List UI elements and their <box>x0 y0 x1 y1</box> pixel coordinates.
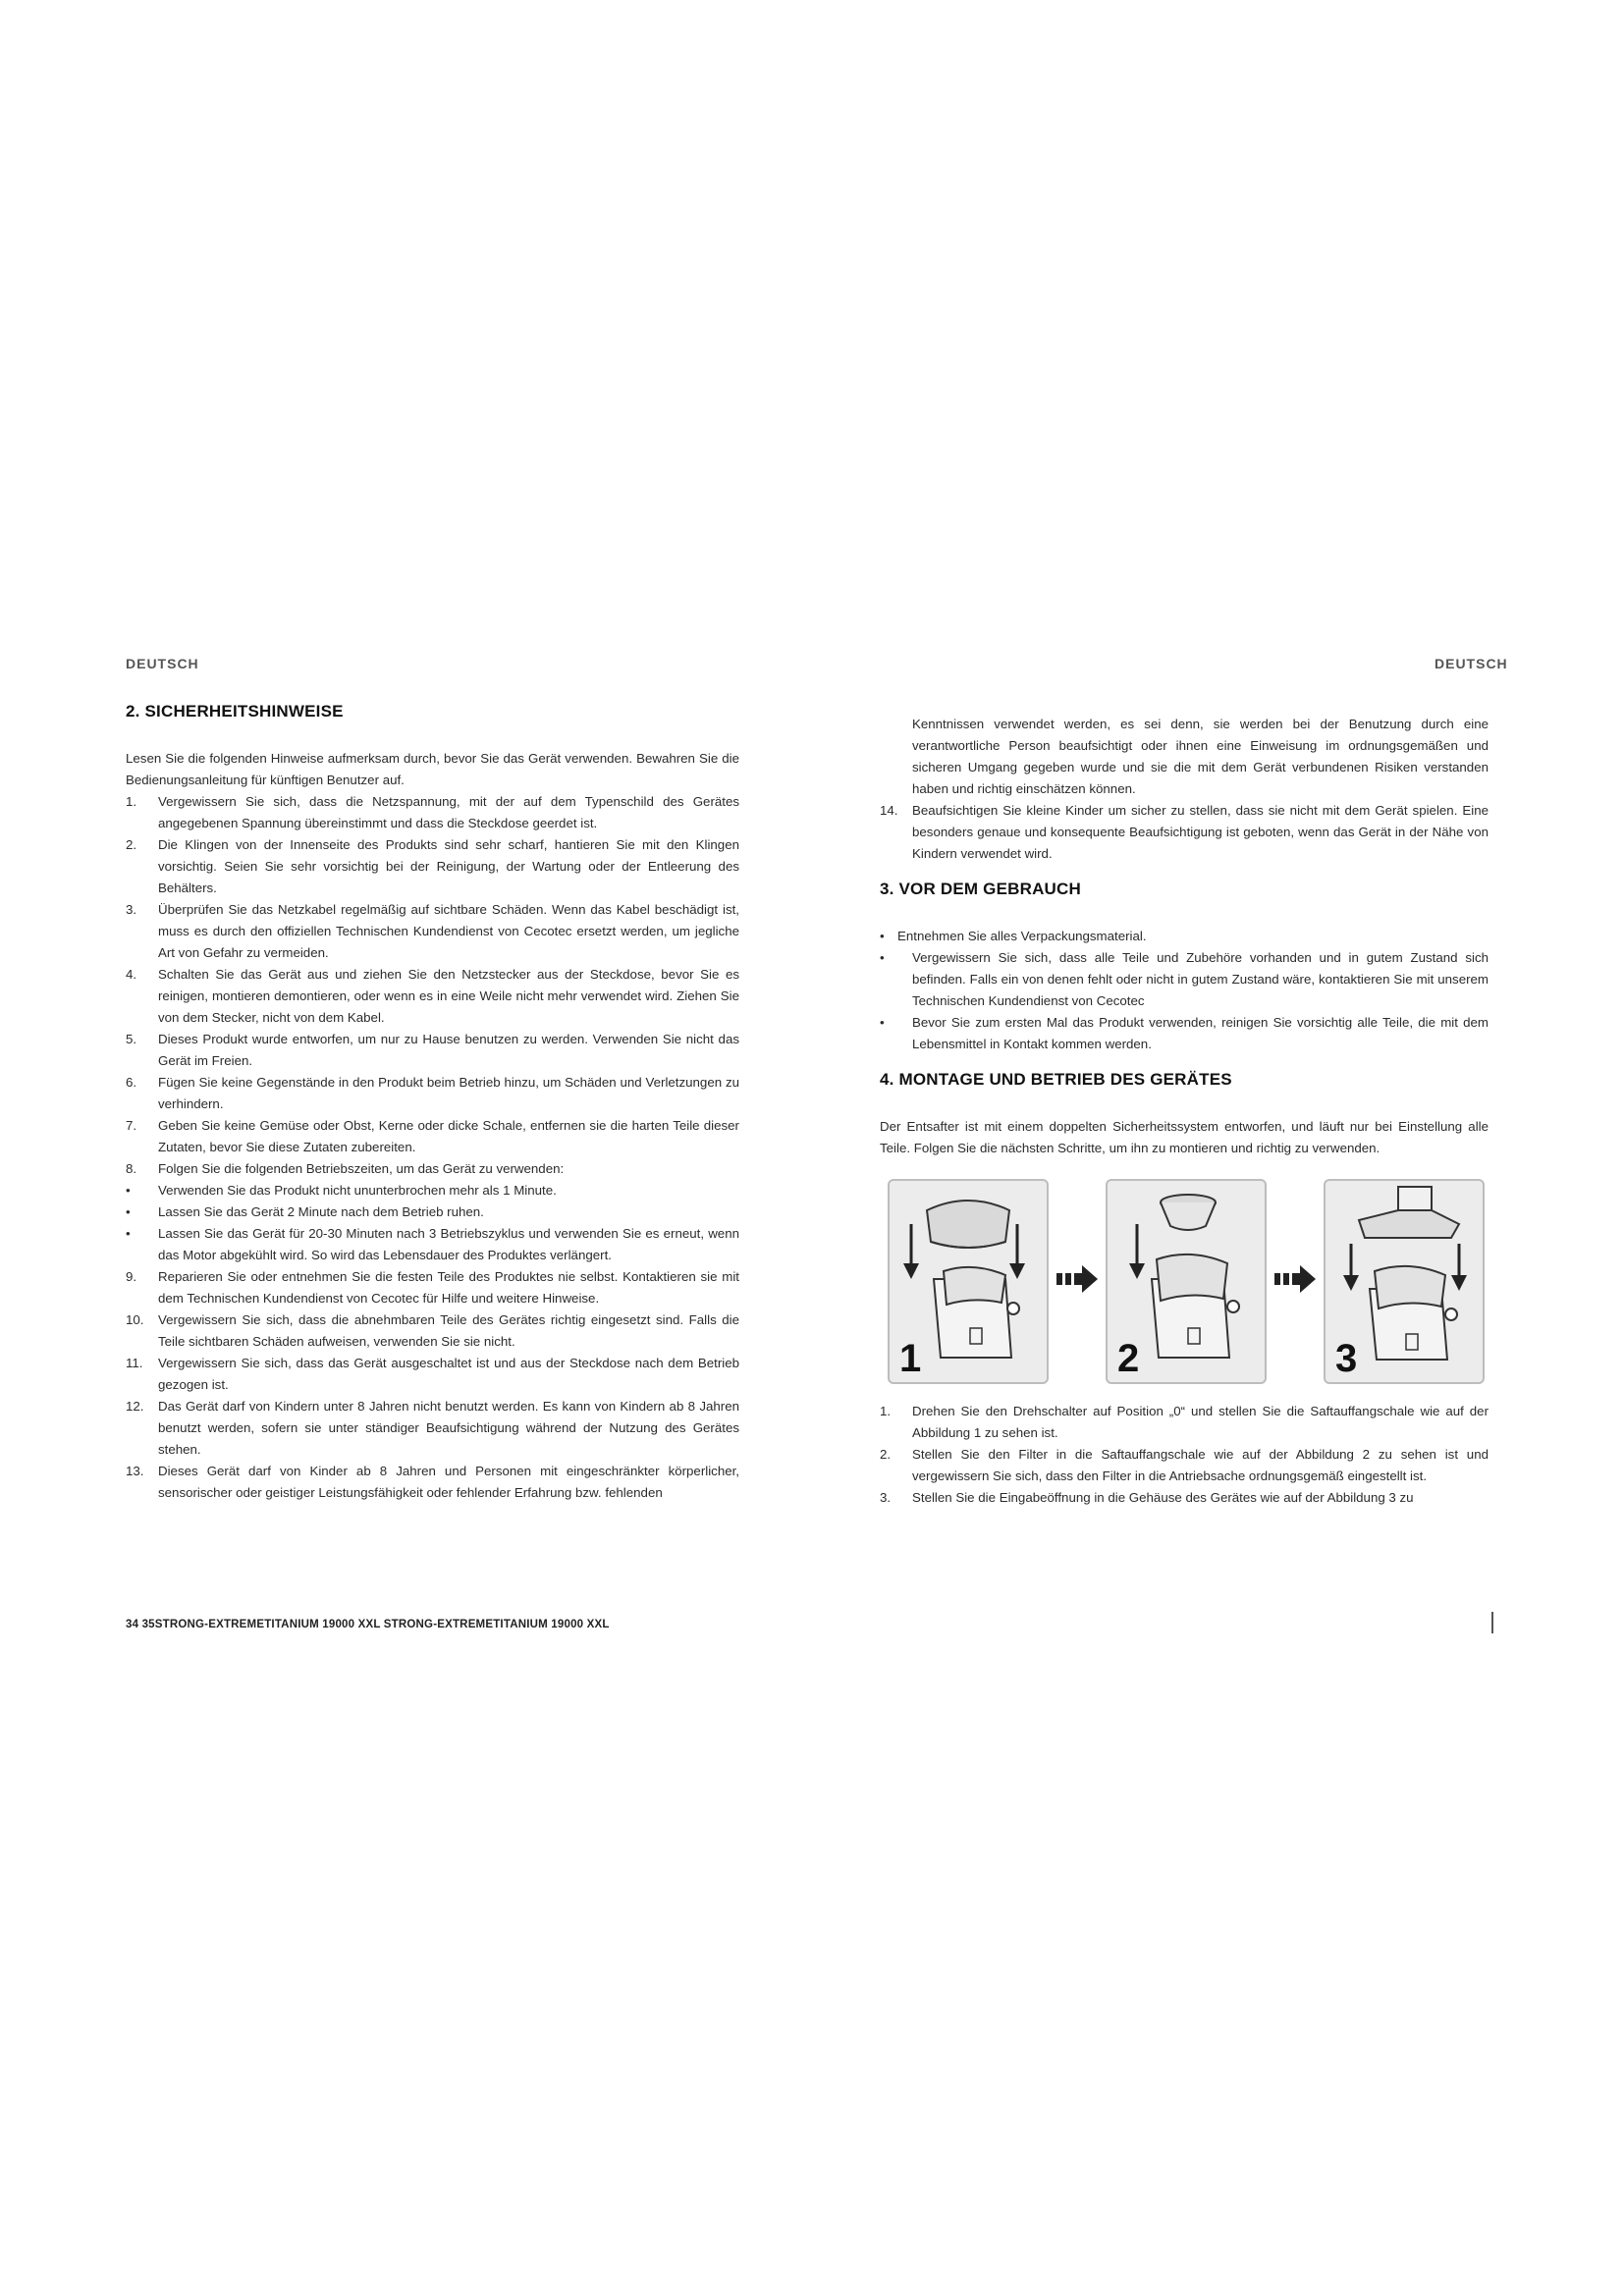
list-text: Fügen Sie keine Gegenstände in den Produkt beim Betrieb hinzu, um Schäden und Verletzungen zu verhindern. <box>158 1075 739 1111</box>
figure-panel-2 <box>1106 1179 1267 1384</box>
bullet-marker: • <box>126 1183 131 1198</box>
list-item <box>880 1401 1489 1444</box>
safety-intro: Lesen Sie die folgenden Hinweise aufmerksam durch, bevor Sie das Gerät verwenden. Bewahren Sie die Bedienungsanleitung für künftigen Benutzer auf. <box>126 751 739 787</box>
figure-panel-3 <box>1324 1179 1485 1384</box>
list-item <box>126 1353 739 1396</box>
section-title-assembly: 4. MONTAGE UND BETRIEB DES GERÄTES <box>880 1070 1232 1089</box>
list-item <box>880 926 1489 947</box>
section-title-safety: 2. SICHERHEITSHINWEISE <box>126 702 344 721</box>
list-text: Verwenden Sie das Produkt nicht ununterbrochen mehr als 1 Minute. <box>158 1183 557 1198</box>
list-item <box>126 964 739 1029</box>
list-item <box>126 1461 739 1504</box>
list-text: Vergewissern Sie sich, dass die abnehmbaren Teile des Gerätes richtig eingesetzt sind. Falls die Teile sichtbaren Schäden aufweisen, verwenden Sie sie nicht. <box>158 1312 739 1349</box>
figure-label: 2 <box>1117 1337 1140 1380</box>
list-text: Folgen Sie die folgenden Betriebszeiten, um das Gerät zu verwenden: <box>158 1161 565 1176</box>
list-item <box>126 834 739 899</box>
list-text: Reparieren Sie oder entnehmen Sie die festen Teile des Produktes nie selbst. Kontaktieren sie mit dem Technischen Kundendienst von Cecotec für Hilfe und weitere Hinweise. <box>158 1269 739 1306</box>
footer-divider <box>1491 1612 1493 1633</box>
list-item <box>126 1072 739 1115</box>
list-item <box>880 1487 1489 1509</box>
list-text: Vergewissern Sie sich, dass alle Teile und Zubehöre vorhanden und in gutem Zustand sich befinden. Falls ein von denen fehlt oder nicht in gutem Zustand wäre, kontaktieren Sie mit unserem Technischen Kundendienst von Cecotec <box>912 950 1489 1008</box>
bullet-marker: • <box>880 950 885 965</box>
list-marker: 3. <box>126 902 137 917</box>
arrow-right-icon <box>1056 1259 1098 1299</box>
figure-label: 1 <box>899 1337 922 1380</box>
arrow-right-icon <box>1274 1259 1316 1299</box>
figure-label: 3 <box>1335 1337 1358 1380</box>
list-text: Lassen Sie das Gerät für 20-30 Minuten nach 3 Betriebszyklus und verwenden Sie es erneut, wenn das Motor abgekühlt wird. So wird das Lebensdauer des Produktes verlängert. <box>158 1226 739 1262</box>
list-text: Schalten Sie das Gerät aus und ziehen Sie den Netzstecker aus der Steckdose, bevor Sie es reinigen, montieren demontieren, oder wenn es in eine Weile nicht mehr verwendet wird. Ziehen Sie von dem Stecker, nicht von dem Kabel. <box>158 967 739 1025</box>
list-text: Überprüfen Sie das Netzkabel regelmäßig auf sichtbare Schäden. Wenn das Kabel beschädigt ist, muss es durch den offiziellen Technischen Kundendienst von Cecotec ersetzt werden, um jegliche Art von Gefahr zu vermeiden. <box>158 902 739 960</box>
list-item <box>126 1158 739 1180</box>
assembly-intro: Der Entsafter ist mit einem doppelten Sicherheitssystem entworfen, und läuft nur bei Einstellung alle Teile. Folgen Sie die nächsten Schritte, um ihn zu montieren und richtig zu verwenden. <box>880 1119 1489 1155</box>
list-text: Vergewissern Sie sich, dass das Gerät ausgeschaltet ist und aus der Steckdose nach dem Betrieb gezogen ist. <box>158 1356 739 1392</box>
list-item <box>126 1201 739 1223</box>
list-item <box>126 1223 739 1266</box>
header-language-right: DEUTSCH <box>1435 656 1508 671</box>
list-marker: 12. <box>126 1399 144 1414</box>
list-item <box>126 1115 739 1158</box>
bullet-marker: • <box>880 1015 885 1030</box>
list-item <box>880 1012 1489 1055</box>
right-column <box>880 714 1489 1509</box>
page-footer: 34 35STRONG-EXTREMETITANIUM 19000 XXL STRONG-EXTREMETITANIUM 19000 XXL <box>126 1619 610 1630</box>
list-marker: 6. <box>126 1075 137 1090</box>
list-marker: 5. <box>126 1032 137 1046</box>
list-item <box>126 1180 739 1201</box>
list-marker: 10. <box>126 1312 144 1327</box>
list-marker: 14. <box>880 803 898 818</box>
list-text: Stellen Sie die Eingabeöffnung in die Gehäuse des Gerätes wie auf der Abbildung 3 zu <box>912 1490 1414 1505</box>
continuation-text: Kenntnissen verwendet werden, es sei denn, sie werden bei der Benutzung durch eine verantwortliche Person beaufsichtigt oder ihnen eine Einweisung im ordnungsgemäßen und sicheren Umgang gegeben wurde und sie die mit dem Gerät verbundenen Risiken verstanden haben und richtig einschätzen können. <box>912 717 1489 796</box>
list-marker: 2. <box>880 1447 892 1462</box>
list-item <box>126 899 739 964</box>
list-item <box>126 1029 739 1072</box>
list-text: Beaufsichtigen Sie kleine Kinder um sicher zu stellen, dass sie nicht mit dem Gerät spielen. Eine besonders genaue und konsequente Beaufsichtigung ist geboten, wenn das Gerät in der Nähe von Kindern verwendet wird. <box>912 803 1489 861</box>
list-item <box>880 800 1489 865</box>
bullet-marker: • <box>880 929 885 943</box>
list-item <box>126 1396 739 1461</box>
list-text: Dieses Produkt wurde entworfen, um nur zu Hause benutzen zu werden. Verwenden Sie nicht das Gerät im Freien. <box>158 1032 739 1068</box>
list-marker: 3. <box>880 1490 892 1505</box>
list-item <box>880 1444 1489 1487</box>
header-language-left: DEUTSCH <box>126 656 199 671</box>
assembly-figure <box>888 1179 1487 1383</box>
list-marker: 11. <box>126 1356 143 1370</box>
list-text: Dieses Gerät darf von Kinder ab 8 Jahren und Personen mit eingeschränkter körperlicher, sensorischer oder geistiger Leistungsfähigkeit oder fehlender Erfahrung bzw. fehlenden <box>158 1464 739 1500</box>
list-text: Drehen Sie den Drehschalter auf Position „0“ und stellen Sie die Saftauffangschale wie auf der Abbildung 1 zu sehen ist. <box>912 1404 1489 1440</box>
list-marker: 2. <box>126 837 137 852</box>
list-item <box>880 947 1489 1012</box>
bullet-marker: • <box>126 1226 131 1241</box>
list-text: Stellen Sie den Filter in die Saftauffangschale wie auf der Abbildung 2 zu sehen ist und vergewissern Sie sich, dass den Filter in die Antriebsache ordnungsgemäß eingestellt ist. <box>912 1447 1489 1483</box>
list-text: Vergewissern Sie sich, dass die Netzspannung, mit der auf dem Typenschild des Gerätes angegebenen Spannung übereinstimmt und dass die Steckdose geerdet ist. <box>158 794 739 830</box>
figure-panel-1 <box>888 1179 1049 1384</box>
list-text: Lassen Sie das Gerät 2 Minute nach dem Betrieb ruhen. <box>158 1204 484 1219</box>
list-text: Das Gerät darf von Kindern unter 8 Jahren nicht benutzt werden. Es kann von Kindern ab 8 Jahren benutzt werden, sofern sie unter ständiger Beaufsichtigung während der Nutzung des Gerätes stehen. <box>158 1399 739 1457</box>
bullet-marker: • <box>126 1204 131 1219</box>
list-text: Die Klingen von der Innenseite des Produkts sind sehr scharf, hantieren Sie mit den Klingen vorsichtig. Seien Sie sehr vorsichtig bei der Reinigung, der Wartung oder der Entleerung des Behälters. <box>158 837 739 895</box>
section-title-before-use: 3. VOR DEM GEBRAUCH <box>880 880 1081 898</box>
list-text: Geben Sie keine Gemüse oder Obst, Kerne oder dicke Schale, entfernen sie die harten Teile dieser Zutaten, bevor Sie diese Zutaten zubereiten. <box>158 1118 739 1154</box>
list-text: Bevor Sie zum ersten Mal das Produkt verwenden, reinigen Sie vorsichtig alle Teile, die mit dem Lebensmittel in Kontakt kommen werden. <box>912 1015 1489 1051</box>
list-marker: 13. <box>126 1464 144 1478</box>
list-marker: 8. <box>126 1161 137 1176</box>
list-item <box>126 1309 739 1353</box>
list-item <box>126 791 739 834</box>
list-marker: 7. <box>126 1118 137 1133</box>
list-text: Entnehmen Sie alles Verpackungsmaterial. <box>897 929 1147 943</box>
list-marker: 9. <box>126 1269 137 1284</box>
left-column <box>126 701 739 1504</box>
list-marker: 1. <box>880 1404 892 1418</box>
list-item <box>126 1266 739 1309</box>
list-marker: 1. <box>126 794 137 809</box>
list-marker: 4. <box>126 967 137 982</box>
